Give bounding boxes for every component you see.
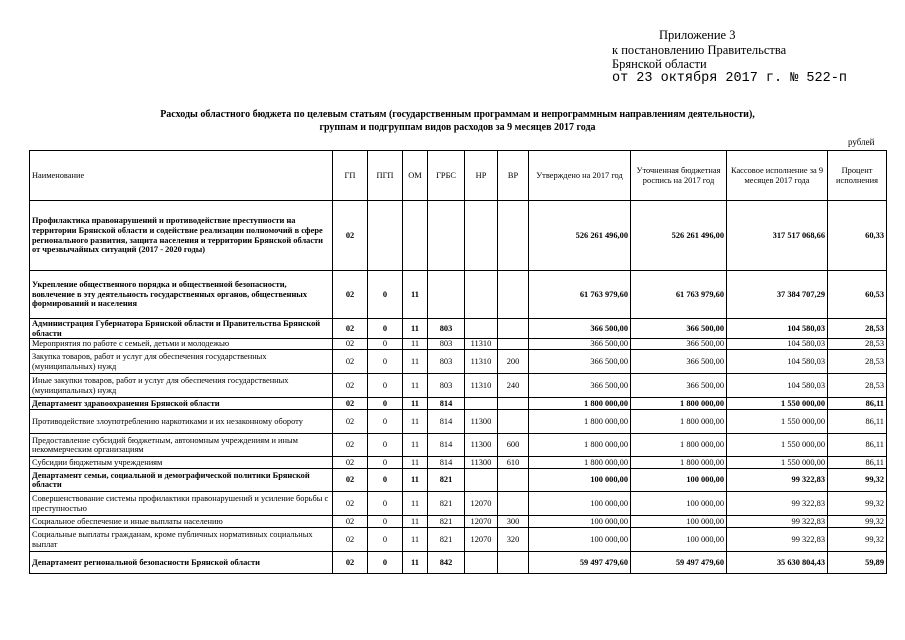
cell-grbs: 803	[428, 374, 465, 398]
cell-grbs: 842	[428, 552, 465, 574]
cell-refined: 526 261 496,00	[631, 201, 727, 271]
cell-approved: 1 800 000,00	[529, 457, 631, 469]
cell-percent: 99,32	[828, 492, 887, 516]
cell-percent: 86,11	[828, 410, 887, 434]
cell-np	[465, 271, 498, 319]
cell-refined: 366 500,00	[631, 319, 727, 339]
appendix-line-4: от 23 октября 2017 г. № 522-п	[612, 70, 847, 86]
cell-refined: 1 800 000,00	[631, 457, 727, 469]
table-row	[30, 516, 887, 528]
cell-approved: 366 500,00	[529, 339, 631, 350]
cell-name: Предоставление субсидий бюджетным, автономным учреждениям и иным некоммерческим организациям	[30, 434, 333, 457]
cell-om	[403, 201, 428, 271]
cell-refined: 100 000,00	[631, 469, 727, 492]
cell-refined: 100 000,00	[631, 528, 727, 552]
cell-pgp: 0	[368, 492, 403, 516]
cell-np: 11310	[465, 350, 498, 374]
cell-percent: 60,33	[828, 201, 887, 271]
cell-approved: 100 000,00	[529, 528, 631, 552]
cell-gp: 02	[333, 398, 368, 410]
cell-vr: 320	[498, 528, 529, 552]
cell-grbs: 803	[428, 319, 465, 339]
appendix-line-1: Приложение 3	[659, 28, 736, 42]
cell-percent: 86,11	[828, 457, 887, 469]
cell-cash: 104 580,03	[727, 339, 828, 350]
cell-cash: 99 322,83	[727, 492, 828, 516]
cell-grbs: 821	[428, 492, 465, 516]
cell-grbs: 821	[428, 469, 465, 492]
table-row	[30, 271, 887, 319]
cell-grbs: 814	[428, 398, 465, 410]
cell-vr: 200	[498, 350, 529, 374]
cell-om: 11	[403, 410, 428, 434]
cell-approved: 366 500,00	[529, 374, 631, 398]
cell-cash: 37 384 707,29	[727, 271, 828, 319]
cell-om: 11	[403, 457, 428, 469]
cell-np	[465, 319, 498, 339]
cell-percent: 99,32	[828, 469, 887, 492]
cell-refined: 59 497 479,60	[631, 552, 727, 574]
header-name: Наименование	[30, 151, 333, 201]
cell-approved: 59 497 479,60	[529, 552, 631, 574]
cell-pgp	[368, 201, 403, 271]
header-refined: Уточненная бюджетная роспись на 2017 год	[631, 151, 727, 201]
cell-grbs: 814	[428, 457, 465, 469]
cell-pgp: 0	[368, 319, 403, 339]
cell-pgp: 0	[368, 457, 403, 469]
appendix-line-2: к постановлению Правительства	[612, 42, 787, 57]
cell-om: 11	[403, 271, 428, 319]
cell-cash: 1 550 000,00	[727, 457, 828, 469]
cell-cash: 99 322,83	[727, 516, 828, 528]
cell-approved: 366 500,00	[529, 319, 631, 339]
cell-refined: 1 800 000,00	[631, 434, 727, 457]
table-row	[30, 469, 887, 492]
cell-cash: 104 580,03	[727, 319, 828, 339]
appendix-block	[612, 28, 902, 86]
cell-refined: 366 500,00	[631, 339, 727, 350]
cell-np	[465, 398, 498, 410]
cell-grbs: 803	[428, 339, 465, 350]
cell-gp: 02	[333, 339, 368, 350]
cell-om: 11	[403, 398, 428, 410]
cell-np: 11310	[465, 374, 498, 398]
cell-vr	[498, 552, 529, 574]
header-percent: Процент исполнения	[828, 151, 887, 201]
cell-cash: 1 550 000,00	[727, 398, 828, 410]
cell-refined: 100 000,00	[631, 492, 727, 516]
header-cash: Кассовое исполнение за 9 месяцев 2017 года	[727, 151, 828, 201]
cell-percent: 86,11	[828, 434, 887, 457]
cell-grbs	[428, 271, 465, 319]
cell-om: 11	[403, 339, 428, 350]
header-om: ОМ	[403, 151, 428, 201]
cell-om: 11	[403, 492, 428, 516]
cell-vr: 240	[498, 374, 529, 398]
header-gp: ГП	[333, 151, 368, 201]
cell-approved: 1 800 000,00	[529, 434, 631, 457]
cell-approved: 61 763 979,60	[529, 271, 631, 319]
cell-refined: 1 800 000,00	[631, 398, 727, 410]
cell-name: Субсидии бюджетным учреждениям	[30, 457, 333, 469]
cell-pgp: 0	[368, 398, 403, 410]
cell-percent: 59,89	[828, 552, 887, 574]
table-row	[30, 528, 887, 552]
cell-np: 12070	[465, 492, 498, 516]
cell-approved: 526 261 496,00	[529, 201, 631, 271]
cell-name: Иные закупки товаров, работ и услуг для обеспечения государственных (муниципальных) нужд	[30, 374, 333, 398]
cell-cash: 1 550 000,00	[727, 434, 828, 457]
cell-approved: 100 000,00	[529, 469, 631, 492]
cell-refined: 1 800 000,00	[631, 410, 727, 434]
cell-gp: 02	[333, 374, 368, 398]
cell-vr	[498, 398, 529, 410]
cell-gp: 02	[333, 350, 368, 374]
cell-vr	[498, 319, 529, 339]
cell-gp: 02	[333, 271, 368, 319]
document-title	[0, 108, 905, 134]
cell-om: 11	[403, 552, 428, 574]
cell-pgp: 0	[368, 528, 403, 552]
table-row	[30, 339, 887, 350]
header-approved: Утверждено на 2017 год	[529, 151, 631, 201]
cell-gp: 02	[333, 492, 368, 516]
cell-approved: 1 800 000,00	[529, 398, 631, 410]
title-line-2: группам и подгруппам видов расходов за 9 месяцев 2017 года	[319, 122, 596, 133]
cell-np	[465, 469, 498, 492]
table-row	[30, 492, 887, 516]
table-header-row	[30, 151, 887, 201]
cell-vr	[498, 410, 529, 434]
cell-om: 11	[403, 319, 428, 339]
header-vr: ВР	[498, 151, 529, 201]
cell-refined: 100 000,00	[631, 516, 727, 528]
table-row	[30, 350, 887, 374]
cell-vr	[498, 271, 529, 319]
cell-percent: 28,53	[828, 350, 887, 374]
cell-name: Администрация Губернатора Брянской области и Правительства Брянской области	[30, 319, 333, 339]
cell-name: Противодействие злоупотреблению наркотиками и их незаконному обороту	[30, 410, 333, 434]
cell-approved: 100 000,00	[529, 492, 631, 516]
cell-om: 11	[403, 469, 428, 492]
cell-gp: 02	[333, 516, 368, 528]
cell-np	[465, 552, 498, 574]
cell-name: Закупка товаров, работ и услуг для обеспечения государственных (муниципальных) нужд	[30, 350, 333, 374]
cell-cash: 317 517 068,66	[727, 201, 828, 271]
cell-percent: 28,53	[828, 374, 887, 398]
cell-vr: 300	[498, 516, 529, 528]
cell-approved: 100 000,00	[529, 516, 631, 528]
cell-name: Социальное обеспечение и иные выплаты населению	[30, 516, 333, 528]
cell-pgp: 0	[368, 552, 403, 574]
cell-np: 11300	[465, 457, 498, 469]
cell-pgp: 0	[368, 271, 403, 319]
appendix-line-3: Брянской области	[612, 57, 707, 71]
cell-om: 11	[403, 374, 428, 398]
table-row	[30, 201, 887, 271]
cell-vr	[498, 492, 529, 516]
cell-cash: 1 550 000,00	[727, 410, 828, 434]
cell-refined: 61 763 979,60	[631, 271, 727, 319]
cell-percent: 28,53	[828, 339, 887, 350]
cell-name: Профилактика правонарушений и противодействие преступности на территории Брянской области и содействие реализации полномочий в сфере регионального развития, защита населения и территории Брянской области от чрезвычайных ситуаций (2017 - 2020 годы)	[30, 201, 333, 271]
cell-gp: 02	[333, 528, 368, 552]
cell-name: Совершенствование системы профилактики правонарушений и усиление борьбы с преступностью	[30, 492, 333, 516]
cell-percent: 86,11	[828, 398, 887, 410]
cell-name: Мероприятия по работе с семьей, детьми и молодежью	[30, 339, 333, 350]
cell-percent: 28,53	[828, 319, 887, 339]
cell-grbs: 821	[428, 516, 465, 528]
cell-percent: 99,32	[828, 528, 887, 552]
budget-table	[29, 150, 887, 574]
table-row	[30, 410, 887, 434]
cell-approved: 1 800 000,00	[529, 410, 631, 434]
cell-cash: 99 322,83	[727, 469, 828, 492]
cell-grbs: 814	[428, 410, 465, 434]
cell-np: 11300	[465, 434, 498, 457]
cell-gp: 02	[333, 469, 368, 492]
header-pgp: ПГП	[368, 151, 403, 201]
cell-vr: 600	[498, 434, 529, 457]
cell-grbs: 803	[428, 350, 465, 374]
cell-om: 11	[403, 528, 428, 552]
title-line-1: Расходы областного бюджета по целевым статьям (государственным программам и непрограммным направлениям деятельности),	[160, 109, 755, 120]
cell-grbs	[428, 201, 465, 271]
table-row	[30, 552, 887, 574]
units-label: рублей	[848, 137, 875, 147]
cell-vr	[498, 469, 529, 492]
cell-grbs: 821	[428, 528, 465, 552]
cell-cash: 104 580,03	[727, 350, 828, 374]
cell-gp: 02	[333, 552, 368, 574]
cell-pgp: 0	[368, 516, 403, 528]
cell-np: 11310	[465, 339, 498, 350]
cell-name: Укрепление общественного порядка и общественной безопасности, вовлечение в эту деятельность государственных органов, общественных формирований и населения	[30, 271, 333, 319]
cell-vr: 610	[498, 457, 529, 469]
cell-om: 11	[403, 516, 428, 528]
cell-pgp: 0	[368, 469, 403, 492]
header-np: НР	[465, 151, 498, 201]
cell-approved: 366 500,00	[529, 350, 631, 374]
cell-pgp: 0	[368, 410, 403, 434]
cell-cash: 104 580,03	[727, 374, 828, 398]
cell-grbs: 814	[428, 434, 465, 457]
cell-np	[465, 201, 498, 271]
cell-name: Департамент семьи, социальной и демографической политики Брянской области	[30, 469, 333, 492]
cell-gp: 02	[333, 434, 368, 457]
table-body	[30, 201, 887, 574]
cell-np: 12070	[465, 528, 498, 552]
cell-vr	[498, 339, 529, 350]
cell-gp: 02	[333, 201, 368, 271]
table-row	[30, 374, 887, 398]
cell-vr	[498, 201, 529, 271]
table-row	[30, 398, 887, 410]
cell-pgp: 0	[368, 350, 403, 374]
cell-om: 11	[403, 350, 428, 374]
cell-gp: 02	[333, 410, 368, 434]
cell-gp: 02	[333, 319, 368, 339]
cell-name: Социальные выплаты гражданам, кроме публичных нормативных социальных выплат	[30, 528, 333, 552]
cell-percent: 99,32	[828, 516, 887, 528]
cell-om: 11	[403, 434, 428, 457]
cell-gp: 02	[333, 457, 368, 469]
table-row	[30, 457, 887, 469]
header-grbs: ГРБС	[428, 151, 465, 201]
cell-refined: 366 500,00	[631, 350, 727, 374]
cell-pgp: 0	[368, 434, 403, 457]
cell-cash: 99 322,83	[727, 528, 828, 552]
cell-cash: 35 630 804,43	[727, 552, 828, 574]
cell-np: 12070	[465, 516, 498, 528]
cell-name: Департамент региональной безопасности Брянской области	[30, 552, 333, 574]
cell-pgp: 0	[368, 339, 403, 350]
cell-pgp: 0	[368, 374, 403, 398]
cell-np: 11300	[465, 410, 498, 434]
table-row	[30, 319, 887, 339]
cell-percent: 60,53	[828, 271, 887, 319]
cell-name: Департамент здравоохранения Брянской области	[30, 398, 333, 410]
cell-refined: 366 500,00	[631, 374, 727, 398]
table-row	[30, 434, 887, 457]
